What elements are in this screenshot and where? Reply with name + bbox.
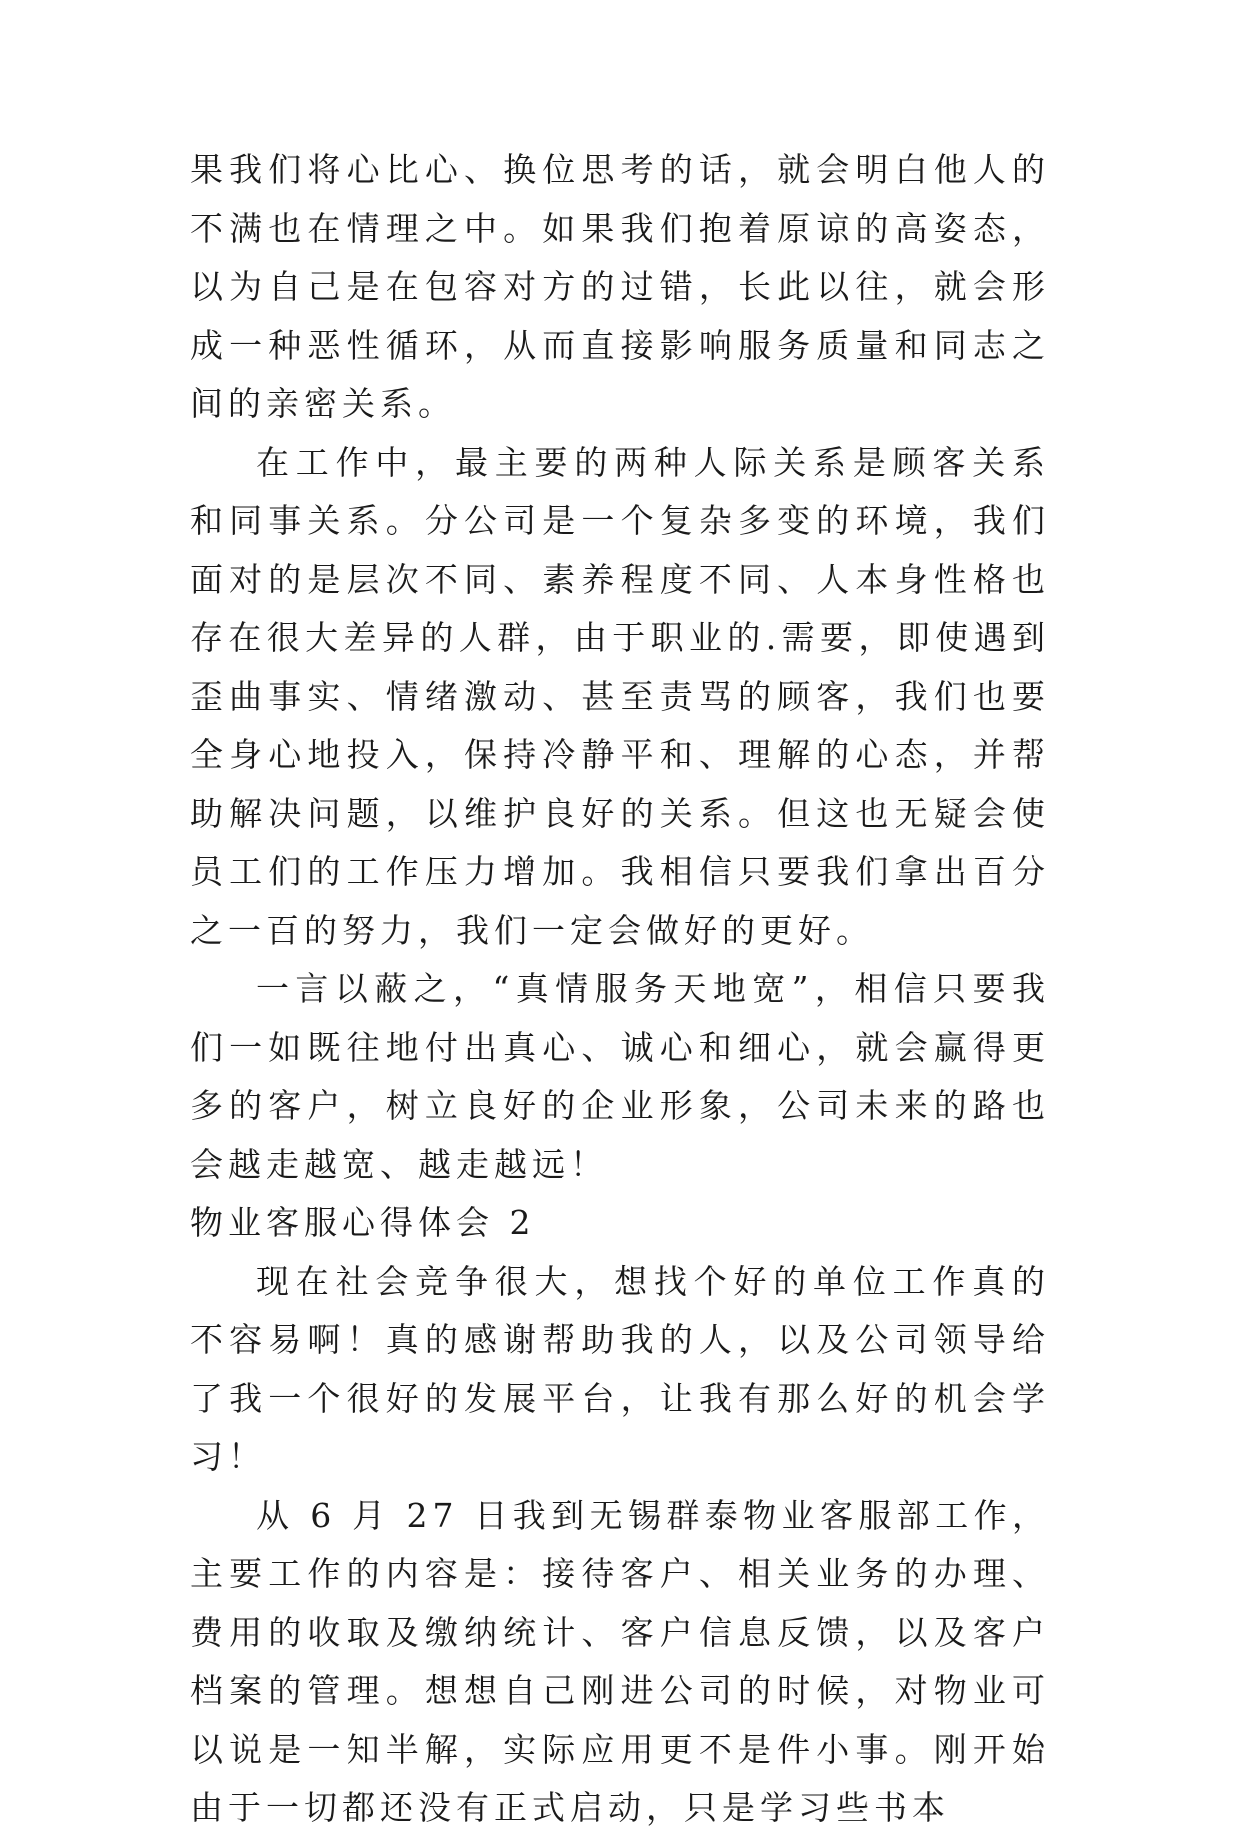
paragraph-conclusion: 一言以蔽之，“真情服务天地宽”，相信只要我们一如既往地付出真心、诚心和细心，就会赢得更多的客户，树立良好的企业形象，公司未来的路也会越走越宽、越走越远！ [190, 969, 1050, 1184]
document-body [190, 141, 1050, 1838]
paragraph-work-content: 从 6 月 27 日我到无锡群泰物业客服部工作，主要工作的内容是：接待客户、相关业务的办理、费用的收取及缴纳统计、客户信息反馈，以及客户档案的管理。想想自己刚进公司的时候，对物业可以说是一知半解，实际应用更不是件小事。刚开始由于一切都还没有正式启动，只是学习些书本 [190, 1495, 1050, 1827]
paragraph-continuation: 果我们将心比心、换位思考的话，就会明白他人的不满也在情理之中。如果我们抱着原谅的高姿态，以为自己是在包容对方的过错，长此以往，就会形成一种恶性循环，从而直接影响服务质量和同志之间的亲密关系。 [190, 150, 1050, 423]
paragraph-intro: 现在社会竞争很大，想找个好的单位工作真的不容易啊！真的感谢帮助我的人，以及公司领导给了我一个很好的发展平台，让我有那么好的机会学习！ [190, 1261, 1050, 1476]
paragraph-relationships: 在工作中，最主要的两种人际关系是顾客关系和同事关系。分公司是一个复杂多变的环境，我们面对的是层次不同、素养程度不同、人本身性格也存在很大差异的人群，由于职业的.需要，即使遇到歪曲事实、情绪激动、甚至责骂的顾客，我们也要全身心地投入，保持冷静平和、理解的心态，并帮助解决问题，以维护良好的关系。但这也无疑会使员工们的工作压力增加。我相信只要我们拿出百分之一百的努力，我们一定会做好的更好。 [190, 442, 1050, 950]
section-heading: 物业客服心得体会 2 [190, 1203, 536, 1242]
